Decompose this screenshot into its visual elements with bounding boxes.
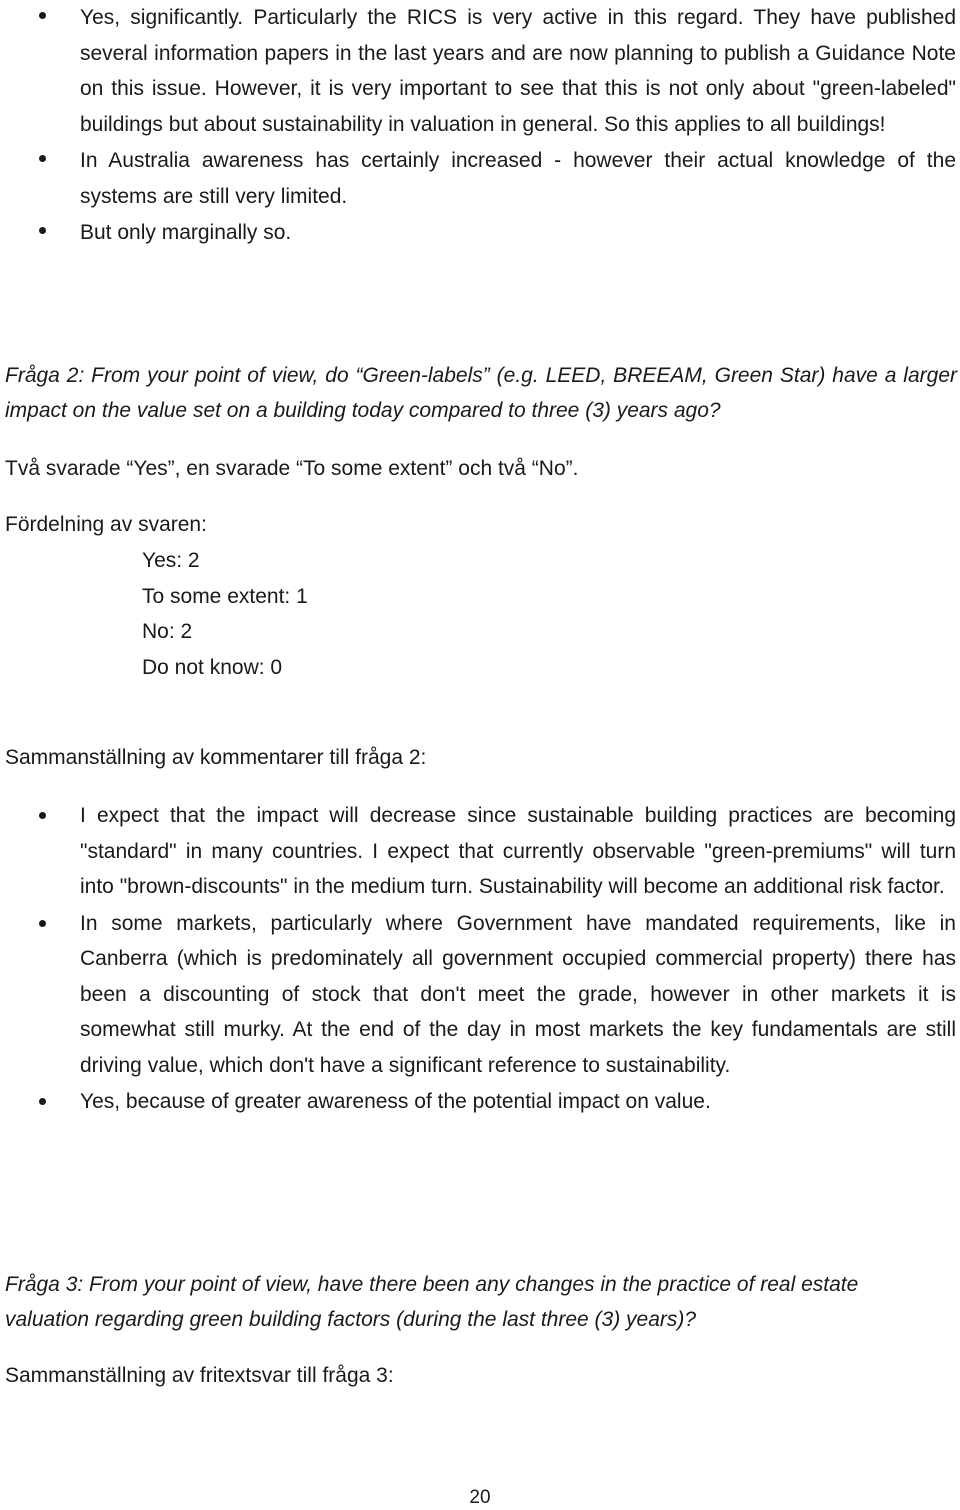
list-item <box>0 0 960 142</box>
answer-no: No: 2 <box>142 620 193 643</box>
list-item <box>0 215 960 251</box>
bullet-icon <box>39 12 46 19</box>
question-2-text: Fråga 2: From your point of view, do “Green-labels” (e.g. LEED, BREEAM, Green Star) have a larger impact on the value set on a building today compared to three (3) years ago? <box>5 364 957 422</box>
comments-heading: Sammanställning av kommentarer till fråga 2: <box>5 746 427 769</box>
list-item <box>0 1084 960 1120</box>
bullet-text: In Australia awareness has certainly increased - however their actual knowledge of the systems are still very limited. <box>80 149 956 208</box>
answer-distribution <box>142 543 308 685</box>
bullet-icon <box>39 227 46 234</box>
list-item <box>0 798 960 905</box>
question-3-line-1: Fråga 3: From your point of view, have there been any changes in the practice of real estate <box>5 1273 859 1296</box>
top-bullet-list <box>0 0 960 251</box>
comment-text: In some markets, particularly where Government have mandated requirements, like in Canberra (which is predominately all government occupied commercial property) there has been a discounting of stock that don't meet the grade, however in other markets it is somewhat still murky. At the end of the day in most markets the key fundamentals are still driving value, which don't have a significant reference to sustainability. <box>80 911 956 1077</box>
bullet-icon <box>39 812 46 819</box>
comment-text: Yes, because of greater awareness of the potential impact on value. <box>80 1090 711 1113</box>
answer-to-some-extent: To some extent: 1 <box>142 584 308 608</box>
distribution-heading: Fördelning av svaren: <box>5 513 207 536</box>
bullet-text: Yes, significantly. Particularly the RICS is very active in this regard. They have published several information papers in the last years and are now planning to publish a Guidance Note on this issue. However, it is very important to see that this is not only about "green-labeled" buildings but about sustainability in valuation in general. So this applies to all buildings! <box>80 6 956 136</box>
question-3-line-2: valuation regarding green building factors (during the last three (3) years)? <box>5 1308 697 1331</box>
list-item <box>0 906 960 1084</box>
comments-bullet-list <box>0 798 960 1120</box>
free-text-heading: Sammanställning av fritextsvar till fråga 3: <box>5 1364 394 1387</box>
page-number: 20 <box>469 1487 491 1508</box>
bullet-icon <box>39 920 46 927</box>
comment-text: I expect that the impact will decrease since sustainable building practices are becoming "standard" in many countries. I expect that currently observable "green-premiums" will turn into "brown-discounts" in the medium turn. Sustainability will become an additional risk factor. <box>80 804 956 898</box>
answer-yes: Yes: 2 <box>142 549 200 572</box>
list-item <box>0 143 960 214</box>
question-3-text <box>5 1267 957 1337</box>
bullet-icon <box>39 1098 46 1105</box>
bullet-icon <box>39 155 46 162</box>
answer-do-not-know: Do not know: 0 <box>142 655 283 679</box>
question-2-summary: Två svarade “Yes”, en svarade “To some extent” och två “No”. <box>5 457 579 480</box>
bullet-text: But only marginally so. <box>80 221 292 244</box>
